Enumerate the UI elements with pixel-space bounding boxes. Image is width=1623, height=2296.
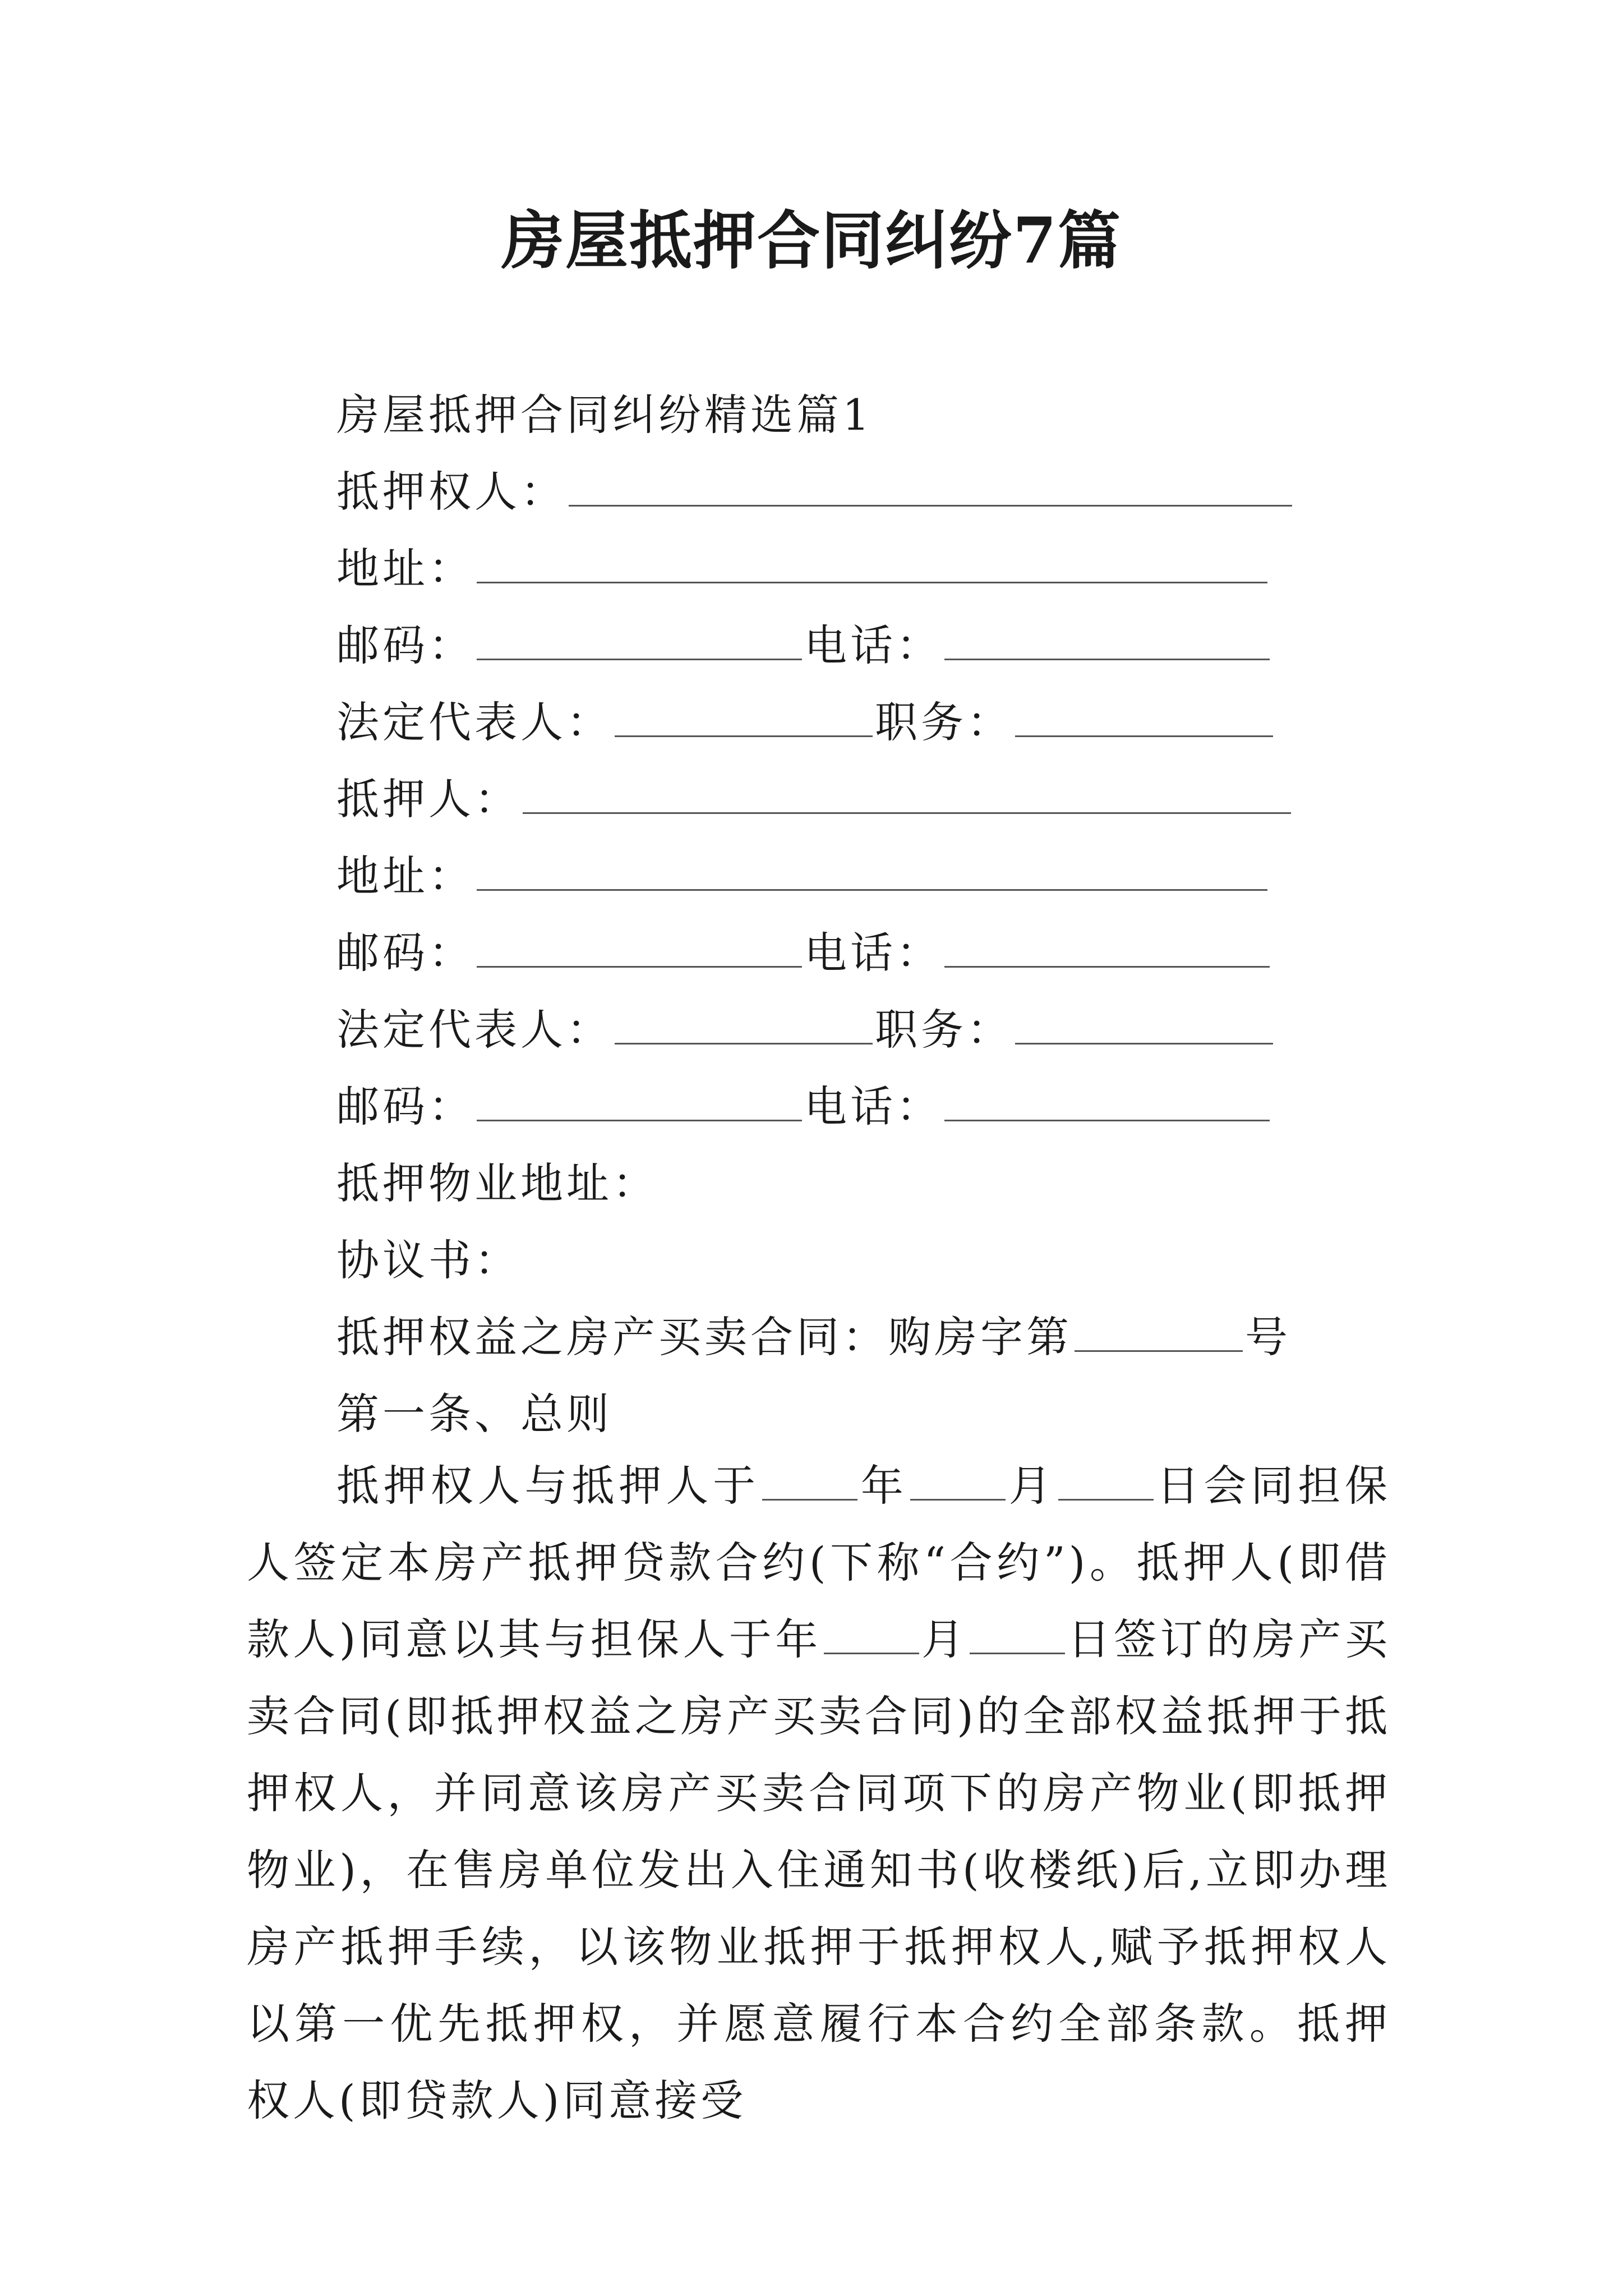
paragraph-year: 年 [860,1461,908,1511]
year-blank [762,1457,857,1501]
mortgagee-phone-label: 电话： [804,620,942,670]
mortgagee-blank [569,463,1292,507]
paragraph-month: 月 [1007,1461,1056,1511]
agreement-line: 协议书： [336,1235,520,1285]
mortgagor-legal-rep-blank [615,1001,873,1045]
mortgagee-postcode-blank [477,617,802,660]
mortgagee-phone-blank [944,617,1270,660]
mortgagor-phone-label: 电话： [804,928,942,978]
mortgagor-position-blank [1015,1001,1273,1045]
month-blank [910,1457,1006,1501]
property-address-line: 抵押物业地址： [336,1158,658,1208]
section-title: 房屋抵押合同纠纷精选篇1 [336,390,873,440]
mortgagor-postcode-label: 邮码： [336,928,474,978]
mortgagor-phone-blank [944,924,1270,968]
mortgagee-label: 抵押权人： [336,467,566,517]
mortgagee-legal-rep-blank [615,694,873,737]
mortgagor-legal-line [336,999,1275,1061]
mortgagee-legal-rep-label: 法定代表人： [336,697,612,747]
month2-pre-blank [824,1611,919,1654]
mortgagor-postcode2-blank [477,1078,802,1121]
mortgagor-phone2-label: 电话： [804,1082,942,1131]
mortgagor-position-label: 职务： [875,1005,1013,1055]
mortgagor-postcode2-label: 邮码： [336,1082,474,1131]
mortgagor-line [336,769,1293,830]
document-title: 房屋抵押合同纠纷7篇 [501,204,1122,278]
article-one-paragraph [247,1447,1391,2139]
day-blank [1058,1457,1154,1501]
contract-prefix: 抵押权益之房产买卖合同：购房字第 [336,1312,1072,1362]
mortgagor-contact-line [336,922,1272,984]
mortgagee-position-label: 职务： [875,697,1013,747]
mortgagor-address-blank [477,848,1267,891]
mortgagor-address-line [336,845,1270,907]
mortgagee-contact-line [336,615,1272,677]
mortgagor-legal-rep-label: 法定代表人： [336,1005,612,1055]
mortgagee-legal-line [336,692,1275,753]
paragraph-month2: 月 [921,1614,968,1664]
day2-blank [970,1611,1065,1654]
paragraph-part3: 日签订的房产买卖合同(即抵押权益之房产买卖合同)的全部权益抵押于抵押权人，并同意该房产买卖合同项下的房产物业(即抵押物业)，在售房单位发出入住通知书(收楼纸)后,立即办理房产抵押手续，以该物业抵押于抵押权人,赋予抵押权人以第一优先抵押权，并愿意履行本合约全部条款。抵押权人(即贷款人)同意接受 [247,1614,1391,2125]
mortgagor-phone2-blank [944,1078,1270,1121]
mortgagee-address-line [336,538,1270,600]
mortgagee-address-label: 地址： [336,544,474,593]
mortgagor-postcode-blank [477,924,802,968]
mortgagee-line [336,461,1294,523]
paragraph-part1: 抵押权人与抵押人于 [336,1461,760,1511]
mortgagor-contact2-line [336,1076,1272,1138]
mortgagor-blank [523,771,1291,814]
contract-number-blank [1075,1309,1243,1352]
contract-number-line [336,1306,1291,1368]
article-one-heading: 第一条、总则 [336,1389,612,1439]
mortgagee-position-blank [1015,694,1273,737]
contract-suffix: 号 [1245,1312,1291,1362]
mortgagor-address-label: 地址： [336,851,474,901]
mortgagee-address-blank [477,540,1267,583]
paragraph-part2: 日会同担保人签定本房产抵押贷款合约(下称“合约”)。抵押人(即借款人)同意以其与担保人于年 [247,1461,1391,1664]
mortgagor-label: 抵押人： [336,774,520,824]
mortgagee-postcode-label: 邮码： [336,620,474,670]
